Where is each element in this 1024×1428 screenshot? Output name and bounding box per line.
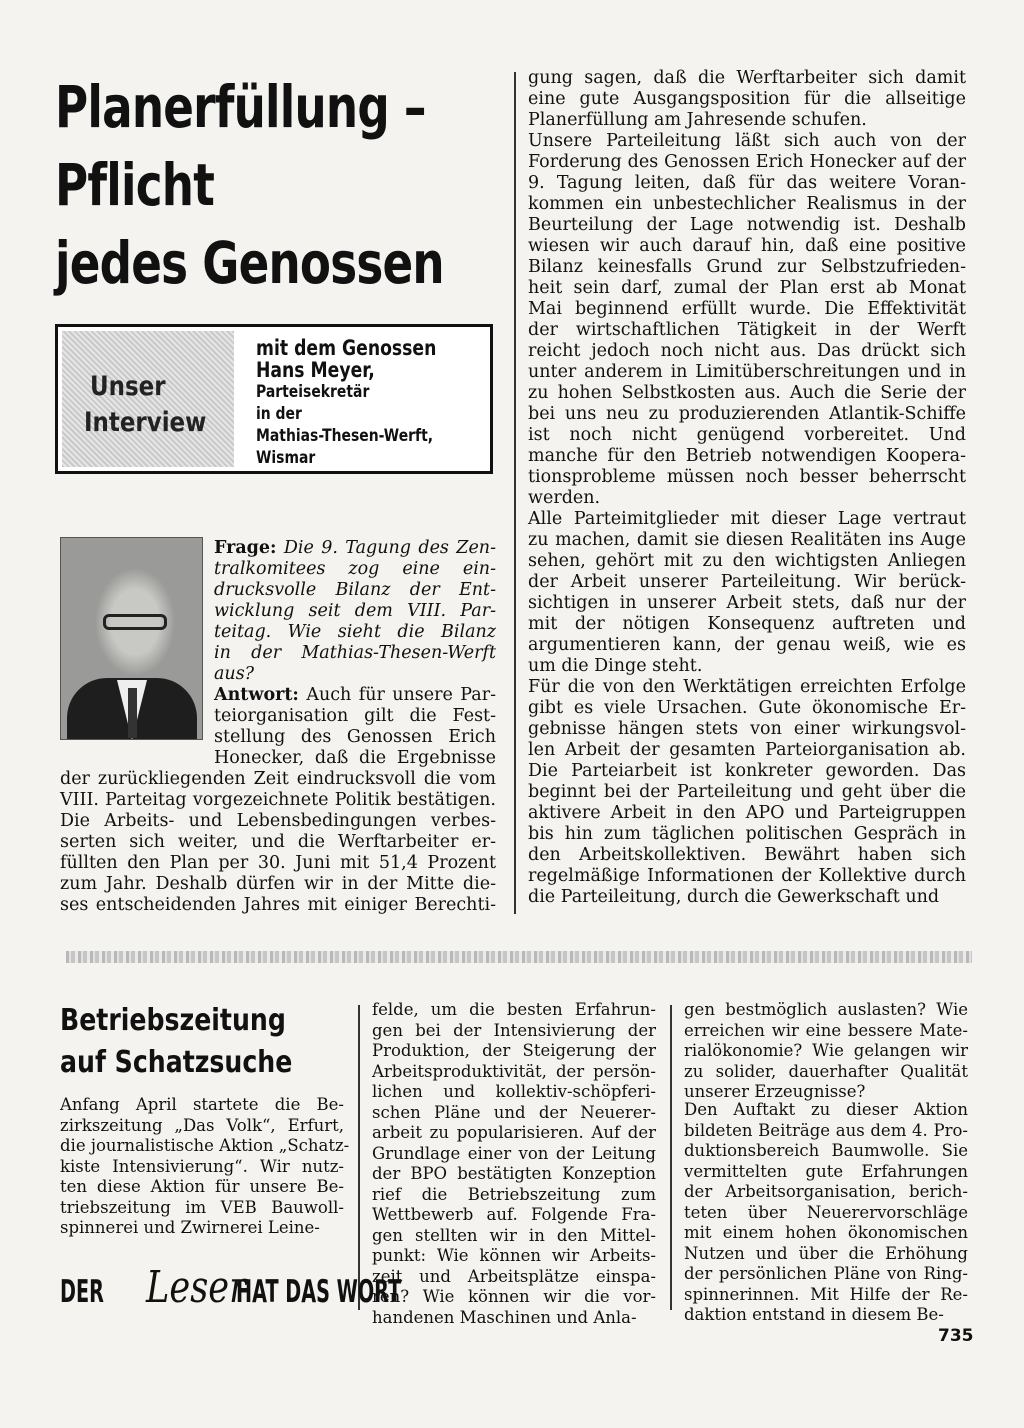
headline-line-2: Pflicht: [55, 151, 215, 219]
headline-line-1: Planerfüllung –: [55, 73, 426, 141]
interview-label-1: Unser: [90, 371, 166, 402]
text-line: Planerfüllung am Jahresende schufen.: [528, 110, 867, 130]
text-line: unter anderem in Limitüberschreitungen und in: [528, 362, 966, 382]
text-line: regelmäßige Informationen der Kollektive durch: [528, 866, 966, 886]
text-line: kiste Intensivierung“. Wir nutz-: [60, 1156, 344, 1176]
text-line: bei uns neu zu produzierenden Atlantik-Schiffe: [528, 404, 966, 424]
question-line: tralkomitees zog eine ein-: [214, 559, 496, 579]
interview-label-2: Interview: [84, 407, 207, 438]
text-line: unserer Erzeugnisse?: [684, 1082, 866, 1101]
text-line: der Arbeit unserer Parteileitung. Wir berück-: [528, 572, 966, 592]
column-rule: [358, 1005, 360, 1310]
text-line: heit sein darf, zumal der Plan erst ab Monat: [528, 278, 966, 298]
text-line: bildeten Beiträge aus dem 4. Pro-: [684, 1120, 968, 1140]
text-line: der persönlichen Pläne von Ring-: [684, 1264, 968, 1283]
main-headline: [55, 68, 444, 302]
article-headline: [60, 1000, 292, 1084]
text-line: zeit und Arbeitsplätze einspa-: [372, 1266, 656, 1286]
question-line: wicklung seit dem VIII. Par-: [214, 601, 496, 621]
question-line: drucksvolle Bilanz der Ent-: [214, 580, 496, 600]
question-line: Die 9. Tagung des Zen-: [283, 538, 496, 558]
interview-info-line: Wismar: [256, 448, 316, 468]
text-line: ist noch nicht genügend vorbereitet. Und: [528, 425, 966, 445]
text-line: Bilanz keinesfalls Grund zur Selbstzufrieden-: [528, 257, 966, 277]
text-line: werden.: [528, 488, 601, 508]
text-line: gen bei der Intensivierung der: [372, 1020, 656, 1040]
text-line: rief die Betriebszeitung zum: [372, 1184, 656, 1204]
interview-box: [55, 324, 493, 474]
text-line: Alle Parteimitglieder mit dieser Lage vertraut: [528, 509, 966, 529]
text-line: gibt es viele Ursachen. Gute ökonomische Er-: [528, 698, 966, 718]
text-line: arbeit zu popularisieren. Auf der: [372, 1123, 656, 1142]
question-line: teitag. Wie sieht die Bilanz: [214, 622, 496, 642]
text-line: gen stellten wir in den Mittel-: [372, 1225, 656, 1245]
text-line: den Arbeitskollektiven. Bewährt haben sich: [528, 845, 966, 865]
text-line: sichtigen in unserer Arbeit stets, daß nur der: [528, 593, 966, 613]
article-column-3a: [684, 1000, 968, 1103]
text-line: Forderung des Genossen Erich Honecker auf der: [528, 152, 966, 172]
text-line: zu machen, damit sie diesen Realitäten ins Auge: [528, 530, 966, 550]
text-line: duktionsbereich Baumwolle. Sie: [684, 1141, 968, 1160]
interview-info-line: Hans Meyer,: [256, 358, 375, 382]
text-line: Für die von den Werktätigen erreichten Erfolge: [528, 677, 966, 697]
text-line: Wettbewerb auf. Folgende Fra-: [372, 1205, 656, 1224]
text-line: um die Dinge steht.: [528, 656, 703, 676]
text-line: zu solider, dauerhafter Qualität: [684, 1061, 968, 1081]
text-line: triebszeitung im VEB Bauwoll-: [60, 1197, 344, 1217]
text-line: len Arbeit der gesamten Parteiorganisation ab.: [528, 740, 966, 760]
interview-info-line: mit dem Genossen: [256, 336, 437, 360]
text-line: felde, um die besten Erfahrun-: [372, 1000, 656, 1019]
answer-line: Die Arbeits- und Lebensbedingungen verbes-: [60, 811, 496, 831]
text-line: lichen und kollektiv-schöpferi-: [372, 1082, 656, 1101]
text-line: der Arbeitsorganisation, berich-: [684, 1182, 968, 1201]
text-line: mit einem hohen ökonomischen: [684, 1223, 968, 1242]
text-line: gung sagen, daß die Werftarbeiter sich damit: [528, 68, 966, 88]
answer-line: VIII. Parteitag vorgezeichnete Politik bestätigen.: [60, 790, 496, 810]
answer-line: serten sich weiter, und die Werftarbeiter er-: [60, 832, 496, 852]
text-line: rialökonomie? Wie gelangen wir: [684, 1041, 968, 1060]
interview-continued: [528, 68, 966, 908]
text-line: spinnerinnen. Mit Hilfe der Re-: [684, 1284, 968, 1304]
text-line: die Parteileitung, durch die Gewerkschaft und: [528, 887, 940, 907]
text-line: schen Pläne und der Neuerer-: [372, 1102, 656, 1122]
text-line: teten über Neuerervorschläge: [684, 1202, 968, 1222]
text-line: spinnerei und Zwirnerei Leine-: [60, 1218, 320, 1237]
text-line: der BPO bestätigten Konzeption: [372, 1164, 656, 1183]
article-column-3b: [684, 1100, 968, 1326]
text-line: zu hohen Selbstkosten aus. Auch die Serie der: [528, 383, 966, 403]
text-line: beginnt bei der Parteileitung und geht über die: [528, 782, 966, 802]
answer-line: der zurückliegenden Zeit eindrucksvoll die vom: [60, 769, 496, 789]
text-line: Die Parteiarbeit ist konkreter geworden. Das: [528, 761, 966, 781]
text-line: der wirtschaftlichen Tätigkeit in der Werft: [528, 320, 966, 340]
text-line: gen bestmöglich auslasten? Wie: [684, 1000, 968, 1019]
interview-info-line: Parteisekretär: [256, 382, 370, 402]
answer-line: füllten den Plan per 30. Juni mit 51,4 Prozent: [60, 853, 496, 873]
logo-text-left: DER: [60, 1274, 104, 1310]
answer-line: teiorganisation gilt die Fest-: [214, 706, 496, 726]
answer-line: Honecker, daß die Ergebnisse: [214, 748, 496, 768]
article-column-1: [60, 1095, 350, 1239]
logo-text-right: HAT DAS WORT: [236, 1274, 402, 1310]
page-number: 735: [938, 1326, 974, 1346]
answer-label: Antwort:: [214, 685, 299, 705]
text-line: Mai beginnend erfüllt wurde. Die Effektivität: [528, 299, 966, 319]
text-line: vermittelten gute Erfahrungen: [684, 1161, 968, 1181]
text-line: reicht jedoch noch nicht aus. Das drückt sich: [528, 341, 966, 361]
headline-line-3: jedes Genossen: [55, 229, 444, 297]
text-line: tionsprobleme müssen noch besser beherrscht: [528, 467, 966, 487]
text-line: daktion entstand in diesem Be-: [684, 1305, 944, 1324]
question-block: [214, 538, 496, 769]
text-line: handenen Maschinen und Anla-: [372, 1307, 637, 1327]
text-line: Den Auftakt zu dieser Aktion: [684, 1100, 968, 1119]
text-line: Unsere Parteileitung läßt sich auch von der: [528, 131, 966, 151]
answer-block: [60, 769, 496, 916]
text-line: Arbeitsproduktivität, der persön-: [372, 1061, 656, 1081]
text-line: zirkszeitung „Das Volk“, Erfurt,: [60, 1115, 344, 1135]
text-line: mit der nötigen Konsequenz auftreten und: [528, 614, 966, 634]
text-line: erreichen wir eine bessere Mate-: [684, 1020, 968, 1040]
section-separator: [66, 951, 972, 963]
text-line: ten diese Aktion für unsere Be-: [60, 1177, 344, 1196]
text-line: Beurteilung der Lage notwendig ist. Deshalb: [528, 215, 966, 235]
logo-script: Leser: [146, 1262, 246, 1313]
text-line: argumentieren kann, der genau weiß, wie es: [528, 635, 966, 655]
question-line: in der Mathias-Thesen-Werft: [214, 643, 496, 663]
answer-line: Auch für unsere Par-: [306, 685, 496, 705]
answer-line: ses entscheidenden Jahres mit einiger Berechti-: [60, 895, 496, 915]
text-line: Anfang April startete die Be-: [60, 1095, 344, 1114]
interview-label-panel: [62, 331, 234, 467]
text-line: gebnisse hängen stets von einer wirkungsvol-: [528, 719, 966, 739]
text-line: Produktion, der Steigerung der: [372, 1041, 656, 1060]
text-line: Nutzen und über die Erhöhung: [684, 1243, 968, 1263]
text-line: die journalistische Aktion „Schatz-: [60, 1136, 350, 1155]
interview-info-line: in der: [256, 404, 302, 424]
text-line: bis hin zum täglichen politischen Gespräch in: [528, 824, 966, 844]
leser-logo: [60, 1262, 402, 1313]
text-line: sehen, gehört mit zu den wichtigsten Anliegen: [528, 551, 966, 571]
column-rule: [670, 1005, 672, 1310]
question-label: Frage:: [214, 538, 277, 558]
text-line: punkt: Wie können wir Arbeits-: [372, 1246, 656, 1265]
column-rule: [514, 72, 516, 914]
answer-line: zum Jahr. Deshalb dürfen wir in der Mitte die-: [60, 874, 496, 894]
interview-info: [256, 337, 436, 469]
text-line: wiesen wir auch darauf hin, daß eine positive: [528, 236, 966, 256]
interview-info-line: Mathias-Thesen-Werft,: [256, 426, 434, 446]
article-column-2: [372, 1000, 656, 1328]
article-headline-line-1: Betriebszeitung: [60, 1003, 286, 1038]
question-line: aus?: [214, 664, 255, 684]
text-line: Grundlage einer von der Leitung: [372, 1143, 656, 1163]
text-line: kommen ein unbestechlicher Realismus in der: [528, 194, 966, 214]
text-line: aktivere Arbeit in den APO und Parteigruppen: [528, 803, 966, 823]
text-line: eine gute Ausgangsposition für die allseitige: [528, 89, 966, 109]
portrait-photo: [60, 537, 203, 740]
text-line: manche für den Betrieb notwendigen Koopera-: [528, 446, 966, 466]
answer-line: stellung des Genossen Erich: [214, 727, 496, 747]
text-line: ren? Wie können wir die vor-: [372, 1287, 656, 1306]
article-headline-line-2: auf Schatzsuche: [60, 1045, 293, 1080]
text-line: 9. Tagung leiten, daß für das weitere Voran-: [528, 173, 966, 193]
